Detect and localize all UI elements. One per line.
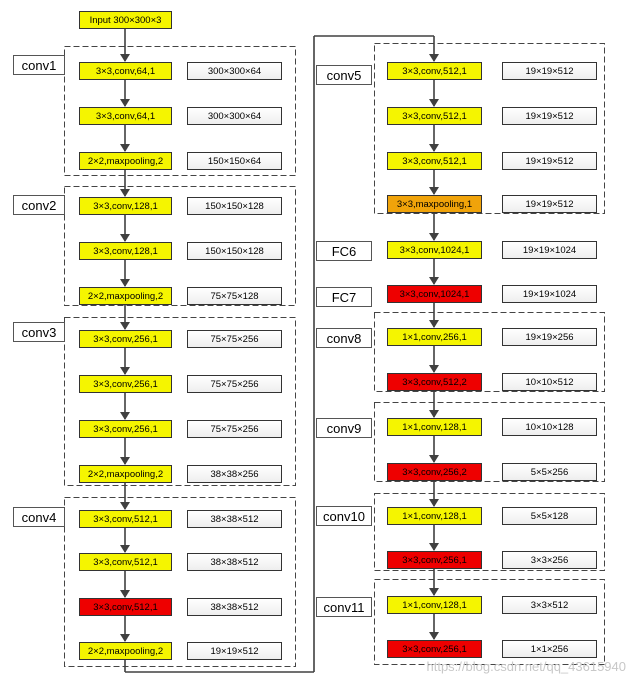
output-size-box: 19×19×512: [502, 62, 597, 80]
arrow-head-icon: [429, 320, 439, 328]
arrow-head-icon: [120, 634, 130, 642]
layer-box: 3×3,conv,512,1: [79, 510, 172, 528]
arrow-head-icon: [429, 455, 439, 463]
arrow-head-icon: [120, 99, 130, 107]
layer-box: 2×2,maxpooling,2: [79, 642, 172, 660]
group-label-fc6: FC6: [316, 241, 372, 261]
layer-box: 3×3,conv,256,1: [387, 551, 482, 569]
arrow-head-icon: [120, 234, 130, 242]
arrow-head-icon: [429, 499, 439, 507]
output-size-box: 5×5×256: [502, 463, 597, 481]
output-size-box: 5×5×128: [502, 507, 597, 525]
layer-box: 2×2,maxpooling,2: [79, 152, 172, 170]
arrow-head-icon: [429, 187, 439, 195]
output-size-box: 3×3×512: [502, 596, 597, 614]
output-size-box: 300×300×64: [187, 62, 282, 80]
layer-box: 3×3,conv,512,1: [387, 62, 482, 80]
output-size-box: 10×10×512: [502, 373, 597, 391]
layer-box: 3×3,conv,128,1: [79, 197, 172, 215]
layer-box: 3×3,conv,256,1: [387, 640, 482, 658]
arrow-head-icon: [120, 590, 130, 598]
group-label-conv11: conv11: [316, 597, 372, 617]
layer-box: 3×3,conv,512,1: [79, 553, 172, 571]
output-size-box: 19×19×1024: [502, 241, 597, 259]
layer-box: 1×1,conv,128,1: [387, 418, 482, 436]
watermark: https://blog.csdn.net/qq_43615940: [426, 659, 626, 674]
group-label-conv1: conv1: [13, 55, 65, 75]
arrow-head-icon: [120, 54, 130, 62]
layer-box: 3×3,conv,128,1: [79, 242, 172, 260]
output-size-box: 10×10×128: [502, 418, 597, 436]
arrow-head-icon: [429, 233, 439, 241]
layer-box: 3×3,conv,256,2: [387, 463, 482, 481]
group-label-fc7: FC7: [316, 287, 372, 307]
layer-box: 3×3,maxpooling,1: [387, 195, 482, 213]
output-size-box: 75×75×256: [187, 420, 282, 438]
output-size-box: 19×19×512: [502, 195, 597, 213]
output-size-box: 38×38×512: [187, 598, 282, 616]
output-size-box: 38×38×512: [187, 510, 282, 528]
group-label-conv3: conv3: [13, 322, 65, 342]
layer-box: 1×1,conv,256,1: [387, 328, 482, 346]
output-size-box: 300×300×64: [187, 107, 282, 125]
group-label-conv2: conv2: [13, 195, 65, 215]
layer-box: 3×3,conv,256,1: [79, 420, 172, 438]
group-label-conv5: conv5: [316, 65, 372, 85]
arrow-head-icon: [120, 412, 130, 420]
group-label-conv10: conv10: [316, 506, 372, 526]
output-size-box: 150×150×128: [187, 242, 282, 260]
layer-box: 3×3,conv,64,1: [79, 62, 172, 80]
arrow-head-icon: [120, 457, 130, 465]
group-label-conv4: conv4: [13, 507, 65, 527]
arrow-head-icon: [120, 144, 130, 152]
output-size-box: 19×19×512: [502, 107, 597, 125]
layer-box: 3×3,conv,512,1: [387, 107, 482, 125]
output-size-box: 1×1×256: [502, 640, 597, 658]
arrow-head-icon: [120, 189, 130, 197]
output-size-box: 150×150×64: [187, 152, 282, 170]
output-size-box: 3×3×256: [502, 551, 597, 569]
layer-box: 3×3,conv,512,1: [387, 152, 482, 170]
output-size-box: 75×75×128: [187, 287, 282, 305]
arrow-head-icon: [429, 632, 439, 640]
output-size-box: 150×150×128: [187, 197, 282, 215]
arrow-head-icon: [429, 410, 439, 418]
layer-box: 3×3,conv,512,1: [79, 598, 172, 616]
output-size-box: 19×19×256: [502, 328, 597, 346]
layer-box: 3×3,conv,256,1: [79, 330, 172, 348]
layer-box: 3×3,conv,1024,1: [387, 241, 482, 259]
arrow-head-icon: [429, 54, 439, 62]
output-size-box: 38×38×256: [187, 465, 282, 483]
input-layer: Input 300×300×3: [79, 11, 172, 29]
arrow-head-icon: [120, 322, 130, 330]
layer-box: 3×3,conv,512,2: [387, 373, 482, 391]
arrow-head-icon: [120, 279, 130, 287]
output-size-box: 75×75×256: [187, 375, 282, 393]
arrow-head-icon: [429, 277, 439, 285]
group-label-conv9: conv9: [316, 418, 372, 438]
layer-box: 2×2,maxpooling,2: [79, 287, 172, 305]
arrow-head-icon: [429, 99, 439, 107]
output-size-box: 19×19×512: [502, 152, 597, 170]
layer-box: 3×3,conv,256,1: [79, 375, 172, 393]
layer-box: 3×3,conv,64,1: [79, 107, 172, 125]
output-size-box: 19×19×1024: [502, 285, 597, 303]
arrow-head-icon: [120, 502, 130, 510]
arrow-head-icon: [120, 367, 130, 375]
arrow-head-icon: [120, 545, 130, 553]
layer-box: 3×3,conv,1024,1: [387, 285, 482, 303]
arrow-head-icon: [429, 588, 439, 596]
arrow-head-icon: [429, 365, 439, 373]
arrow-head-icon: [429, 543, 439, 551]
output-size-box: 38×38×512: [187, 553, 282, 571]
layer-box: 2×2,maxpooling,2: [79, 465, 172, 483]
layer-box: 1×1,conv,128,1: [387, 507, 482, 525]
arrow-head-icon: [429, 144, 439, 152]
layer-box: 1×1,conv,128,1: [387, 596, 482, 614]
output-size-box: 75×75×256: [187, 330, 282, 348]
output-size-box: 19×19×512: [187, 642, 282, 660]
group-label-conv8: conv8: [316, 328, 372, 348]
